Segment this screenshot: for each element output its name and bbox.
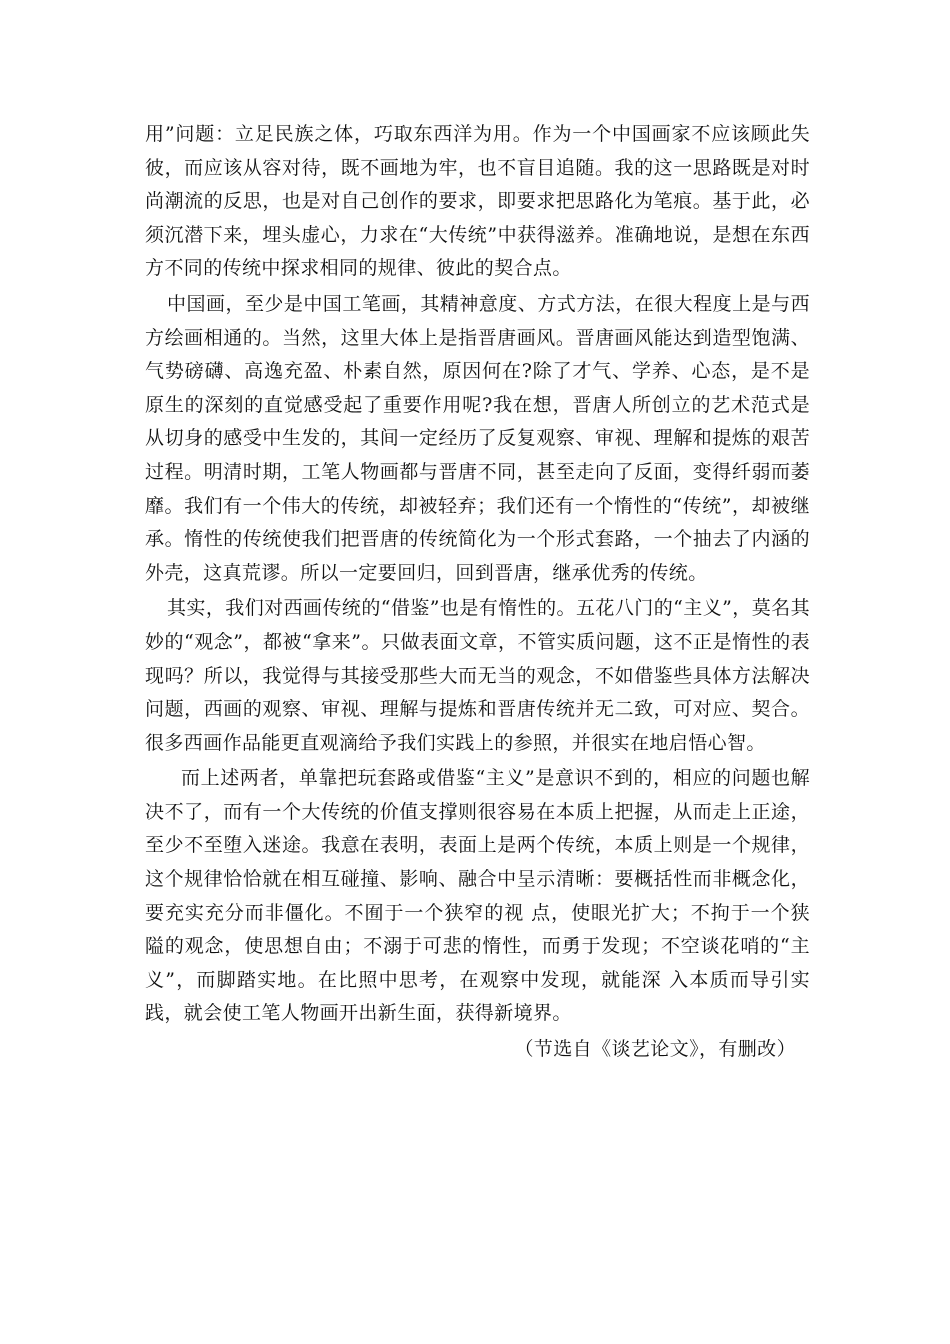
paragraph-4: 而上述两者，单靠把玩套路或借鉴“主义”是意识不到的，相应的问题也解决不了，而有一个大传统的价值支撑则很容易在本质上把握，从而走上正途，至少不至堕入迷途。我意在表明，表面上是两个传统，本质上则是一个规律，这个规律恰恰就在相互碰撞、影响、融合中呈示清晰：要概括性而非概念化，要充实充分而非僵化。不囿于一个狭窄的视 点，使眼光扩大；不拘于一个狭隘的观念，使思想自由；不溺于可悲的惰性，而勇于发现；不空谈花哨的“主义”，而脚踏实地。在比照中思考，在观察中发现，就能深 入本质而导引实践，就会使工笔人物画开出新生面，获得新境界。 xyxy=(145,767,810,1025)
paragraph-3: 其实，我们对西画传统的“借鉴”也是有惰性的。五花八门的“主义”，莫名其妙的“观念”，都被“拿来”。只做表面文章，不管实质问题，这不正是惰性的表现吗？所以，我觉得与其接受那些大而无当的观念，不如借鉴些具体方法解决问题，西画的观察、审视、理解与提炼和晋唐传统并无二致，可对应、契合。很多西画作品能更直观滴给予我们实践上的参照，并很实在地启悟心智。 xyxy=(145,597,810,754)
source-citation: （节选自《谈艺论文》，有删改） xyxy=(514,1038,796,1061)
paragraph-1: 用”问题：立足民族之体，巧取东西洋为用。作为一个中国画家不应该顾此失彼，而应该从容对待，既不画地为牢，也不盲目追随。我的这一思路既是对时尚潮流的反思，也是对自己创作的要求，即要求把思路化为笔痕。基于此，必须沉潜下来，埋头虚心，力求在“大传统”中获得滋养。准确地说，是想在东西方不同的传统中探求相同的规律、彼此的契合点。 xyxy=(145,123,810,280)
article-body xyxy=(145,118,810,1067)
paragraph-2: 中国画，至少是中国工笔画，其精神意度、方式方法，在很大程度上是与西方绘画相通的。当然，这里大体上是指晋唐画风。晋唐画风能达到造型饱满、气势磅礴、高逸充盈、朴素自然，原因何在?除了才气、学养、心态，是不是原生的深刻的直觉感受起了重要作用呢?我在想，晋唐人所创立的艺术范式是从切身的感受中生发的，其间一定经历了反复观察、审视、理解和提炼的艰苦过程。明清时期，工笔人物画都与晋唐不同，甚至走向了反面，变得纤弱而萎靡。我们有一个伟大的传统，却被轻弃；我们还有一个惰性的“传统”，却被继承。惰性的传统使我们把晋唐的传统简化为一个形式套路，一个抽去了内涵的外壳，这真荒谬。所以一定要回归，回到晋唐，继承优秀的传统。 xyxy=(145,292,810,584)
